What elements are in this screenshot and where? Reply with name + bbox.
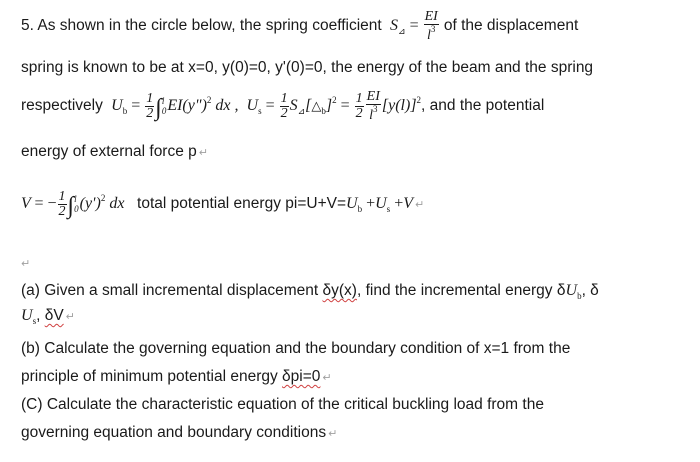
q5-text-5b: total potential energy pi=U+V= [137, 195, 347, 213]
return-mark: ↵ [65, 311, 75, 323]
part-a-text-c: , δ [581, 282, 599, 299]
question-line-1 [21, 10, 578, 43]
blank-line [21, 254, 30, 272]
part-b-text-2: principle of minimum potential energy [21, 368, 278, 385]
beam-energy-formula: $U_b$ = $\frac{1}{2}$ ∫l 0EI(y")$^2$ dx , [107, 91, 243, 122]
spring-coefficient-formula: $S_⊿$ = $\frac{EI}{l^3}$ [386, 9, 438, 43]
q5-text-1b: of the displacement [443, 17, 579, 35]
part-b-line-1 [21, 340, 570, 358]
spring-energy-formula: $U_s$ = $\frac{1}{2}$ $S_⊿[\triangle_b]^2$ = $\frac{1}{2}$ $\frac{EI}{l^3}$ $[y(l)]^2$ [242, 89, 422, 123]
part-a-line-2: $U_s$, δV ↵ [21, 307, 75, 326]
delta-pi-term: δpi=0 [282, 368, 321, 385]
delta-v-term: δV [44, 307, 64, 324]
return-mark: ↵ [415, 199, 425, 212]
part-b-line-2 [21, 368, 332, 386]
part-a-line-1 [21, 282, 599, 301]
return-mark: ↵ [322, 372, 332, 384]
q5-text-3b: , and the potential [421, 97, 545, 115]
return-mark: ↵ [198, 147, 208, 159]
external-potential-formula: V = − $\frac{1}{2}$ ∫l $0(y')^2$ dx [21, 189, 125, 220]
part-c-line-2 [21, 424, 337, 442]
q5-text-1a: 5. As shown in the circle below, the spring coefficient [21, 17, 382, 35]
q5-text-3a: respectively [21, 97, 103, 115]
total-potential-formula: $U_b +U_s +V$ [346, 195, 413, 215]
question-line-3 [21, 90, 544, 123]
part-c-text-2: governing equation and boundary conditions [21, 424, 327, 441]
question-line-5 [21, 190, 424, 220]
q5-text-4: energy of external force p [21, 143, 197, 160]
return-mark: ↵ [21, 258, 31, 270]
part-b-text-1: (b) Calculate the governing equation and the boundary condition of x=1 from the [21, 340, 571, 357]
part-c-line-1 [21, 396, 544, 414]
question-line-2 [21, 59, 593, 77]
part-a-text: (a) Given a small incremental displacement [21, 282, 319, 299]
delta-y-term: δy(x) [322, 282, 357, 299]
part-c-text-1: (C) Calculate the characteristic equation of the critical buckling load from the [21, 396, 544, 413]
q5-text-2: spring is known to be at x=0, y(0)=0, y'(0)=0, the energy of the beam and the spring [21, 59, 594, 76]
return-mark: ↵ [328, 428, 338, 440]
us-symbol: $U_s$ [21, 307, 37, 326]
question-line-4 [21, 143, 208, 161]
part-a-text-b: , find the incremental energy δ [356, 282, 566, 299]
ub-symbol: $U_b$ [565, 282, 582, 301]
